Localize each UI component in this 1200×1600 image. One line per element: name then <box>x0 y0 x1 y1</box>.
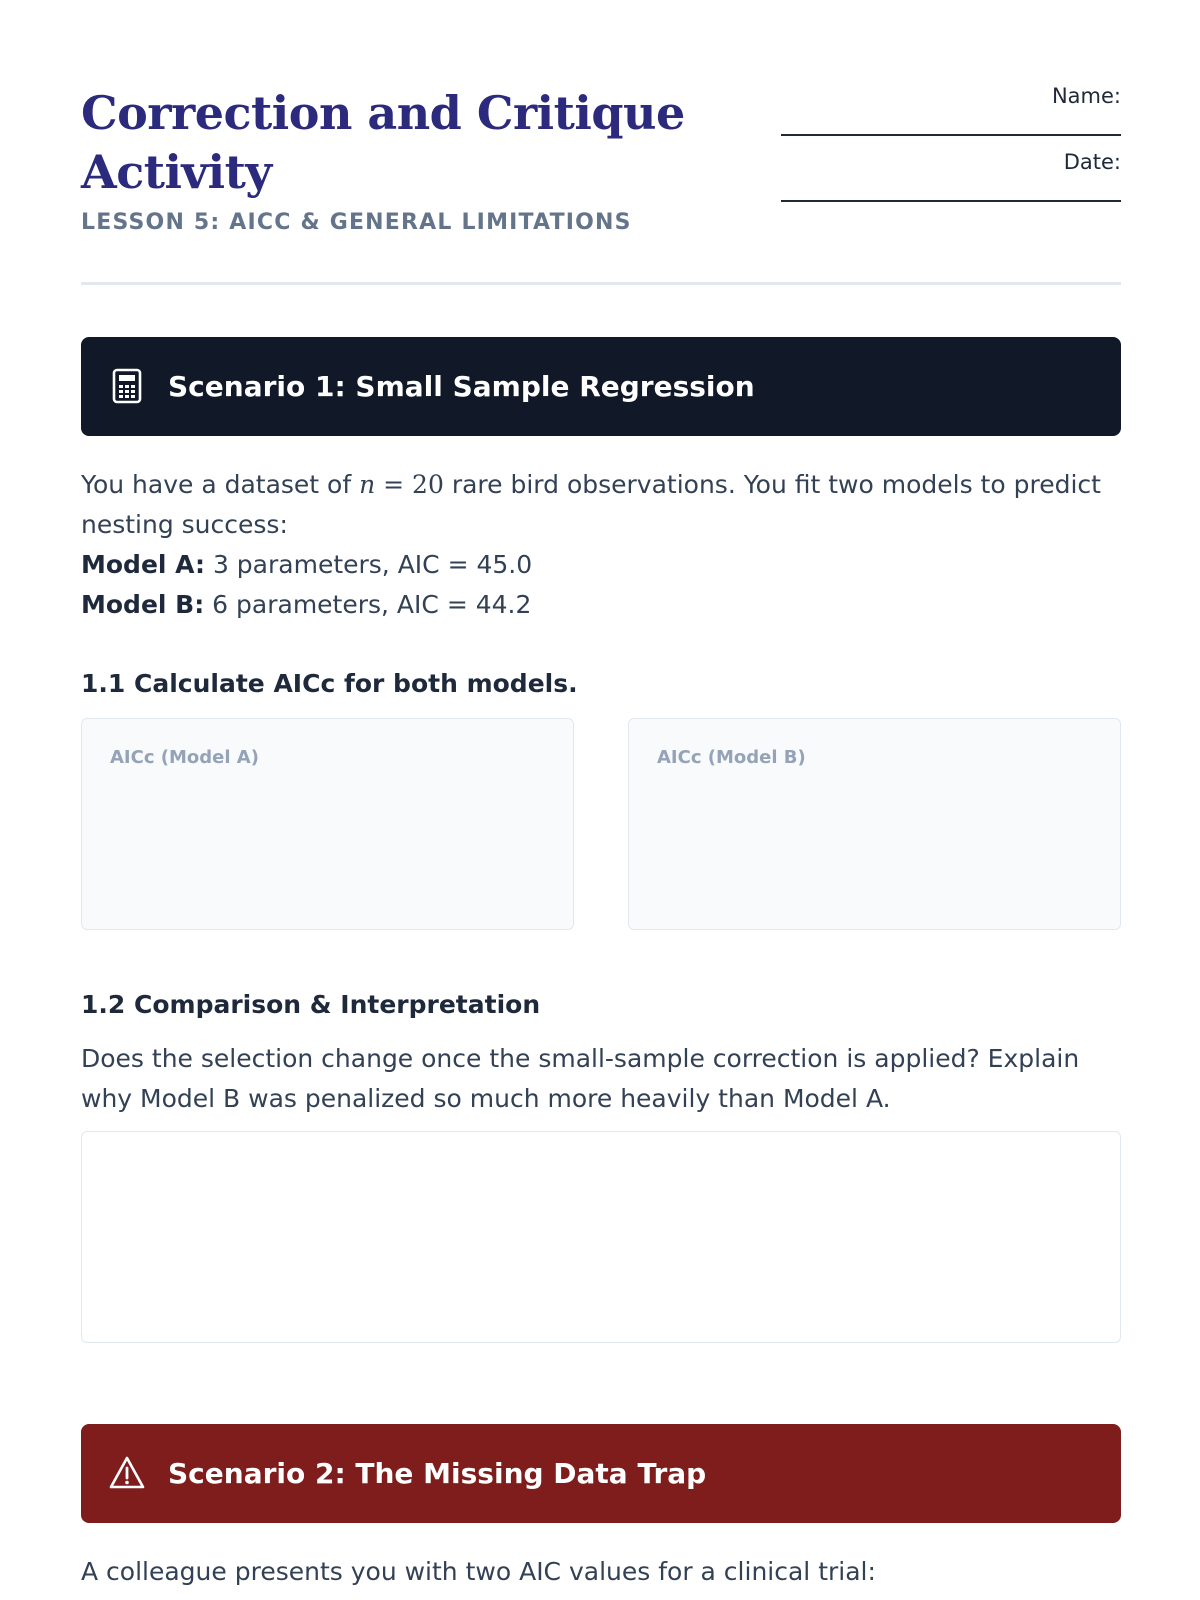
interpretation-answer-box[interactable] <box>81 1131 1121 1343</box>
aicc-model-b-label: AICc (Model B) <box>657 747 806 768</box>
scenario-2-intro: A colleague presents you with two AIC values for a clinical trial: <box>81 1557 876 1586</box>
scenario-2-title: Scenario 2: The Missing Data Trap <box>168 1457 707 1490</box>
scenario-2-banner <box>81 1424 1121 1523</box>
aicc-model-a-label: AICc (Model A) <box>110 747 259 768</box>
math-variable-n: n <box>359 470 376 499</box>
question-1-2-heading: 1.2 Comparison & Interpretation <box>81 990 541 1019</box>
intro-text-start: You have a dataset of <box>81 470 360 499</box>
name-line <box>781 134 1121 136</box>
question-1-1-heading: 1.1 Calculate AICc for both models. <box>81 669 578 698</box>
scenario-1-title: Scenario 1: Small Sample Regression <box>168 370 755 403</box>
date-field[interactable] <box>781 148 1121 214</box>
student-info <box>781 82 1121 214</box>
question-1-2-prompt: Does the selection change once the small-sample correction is applied? Explain why Model B was penalized so much more heavily than Model A. <box>81 1044 1080 1113</box>
model-a-details: 3 parameters, AIC = 45.0 <box>205 550 533 579</box>
aicc-model-b-answer-box[interactable] <box>628 718 1121 930</box>
aicc-model-a-answer-box[interactable] <box>81 718 574 930</box>
model-b-label: Model B: <box>81 590 205 619</box>
calculator-icon <box>109 367 145 405</box>
math-equals-value: = 20 <box>375 470 444 499</box>
model-a-label: Model A: <box>81 550 205 579</box>
intro-text-end: rare bird observations. You fit two models to predict nesting success: <box>81 470 1101 539</box>
date-line <box>781 200 1121 202</box>
name-label: Name: <box>1051 84 1121 108</box>
name-field[interactable] <box>781 82 1121 148</box>
lesson-subtitle: LESSON 5: AICC & GENERAL LIMITATIONS <box>81 210 632 235</box>
date-label: Date: <box>1063 150 1121 174</box>
scenario-1-banner <box>81 337 1121 436</box>
page-title: Correction and Critique Activity <box>81 86 685 199</box>
model-b-details: 6 parameters, AIC = 44.2 <box>204 590 532 619</box>
warning-icon <box>109 1454 145 1492</box>
worksheet-header <box>81 78 1121 285</box>
scenario-1-intro <box>81 465 1121 625</box>
